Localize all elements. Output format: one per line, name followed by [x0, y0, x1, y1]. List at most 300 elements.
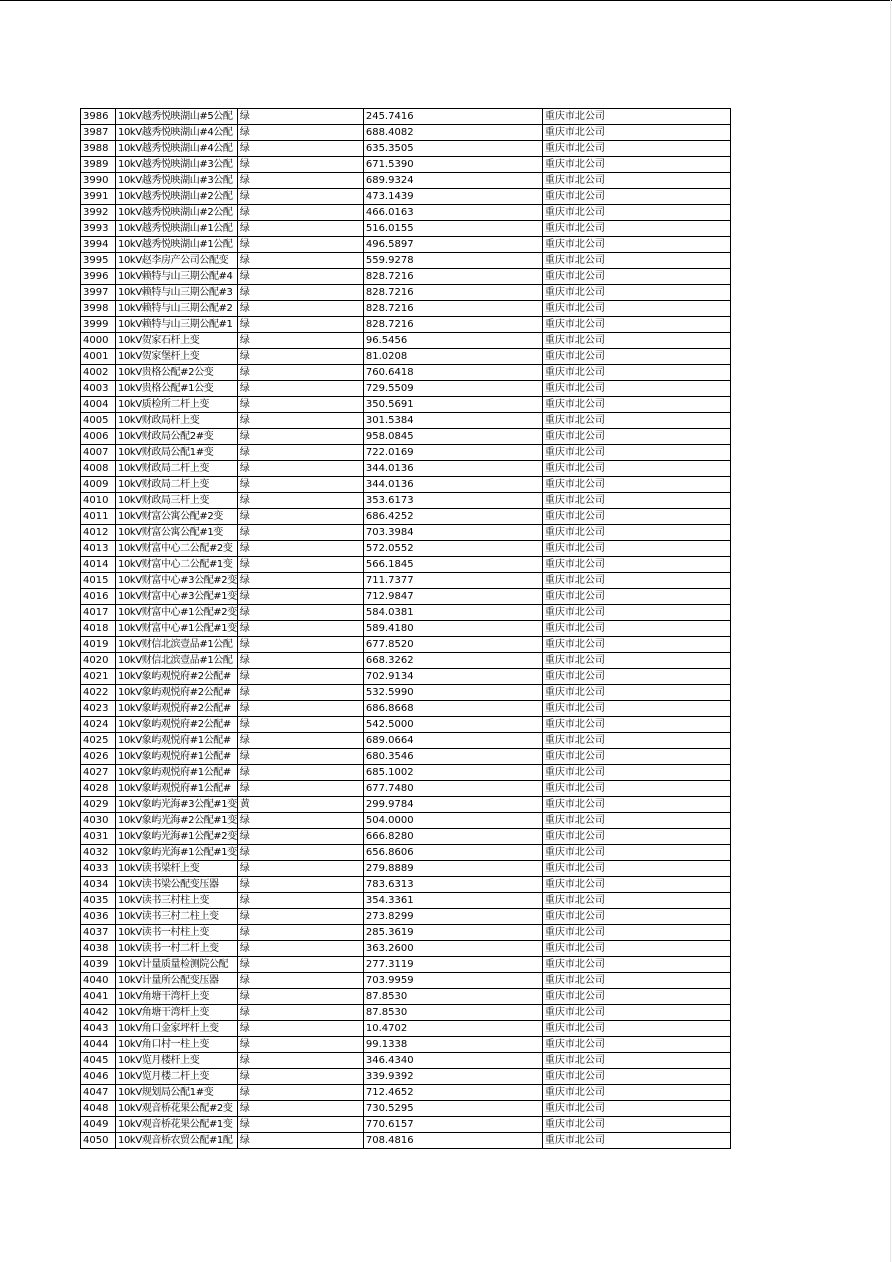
status-cell: 绿 — [237, 749, 363, 765]
value-cell: 760.6418 — [363, 365, 542, 381]
row-id-cell: 4004 — [81, 397, 116, 413]
transformer-name-cell: 10kV越秀悦映湖山#1公配 — [116, 237, 238, 253]
transformer-name-cell: 10kV贵格公配#2公变 — [116, 365, 238, 381]
table-row — [81, 893, 731, 909]
value-cell: 279.8889 — [363, 861, 542, 877]
transformer-name-cell: 10kV角口村一柱上变 — [116, 1037, 238, 1053]
row-id-cell: 4049 — [81, 1117, 116, 1133]
table-row — [81, 157, 731, 173]
table-row — [81, 669, 731, 685]
company-cell: 重庆市北公司 — [542, 301, 730, 317]
status-cell: 绿 — [237, 1101, 363, 1117]
row-id-cell: 4027 — [81, 765, 116, 781]
transformer-name-cell: 10kV财富中心#1公配#2变 — [116, 605, 238, 621]
table-row — [81, 445, 731, 461]
value-cell: 245.7416 — [363, 109, 542, 125]
table-row — [81, 349, 731, 365]
table-row — [81, 285, 731, 301]
row-id-cell: 3990 — [81, 173, 116, 189]
company-cell: 重庆市北公司 — [542, 1053, 730, 1069]
status-cell: 绿 — [237, 157, 363, 173]
transformer-name-cell: 10kV越秀悦映湖山#2公配 — [116, 189, 238, 205]
table-row — [81, 205, 731, 221]
table-row — [81, 845, 731, 861]
table-row — [81, 589, 731, 605]
value-cell: 87.8530 — [363, 989, 542, 1005]
status-cell: 绿 — [237, 109, 363, 125]
table-row — [81, 477, 731, 493]
transformer-name-cell: 10kV越秀悦映湖山#1公配 — [116, 221, 238, 237]
status-cell: 绿 — [237, 845, 363, 861]
status-cell: 绿 — [237, 381, 363, 397]
status-cell: 绿 — [237, 301, 363, 317]
company-cell: 重庆市北公司 — [542, 1021, 730, 1037]
status-cell: 绿 — [237, 1021, 363, 1037]
company-cell: 重庆市北公司 — [542, 669, 730, 685]
company-cell: 重庆市北公司 — [542, 189, 730, 205]
status-cell: 绿 — [237, 733, 363, 749]
table-row — [81, 317, 731, 333]
company-cell: 重庆市北公司 — [542, 1117, 730, 1133]
transformer-name-cell: 10kV读书梁公配变压器 — [116, 877, 238, 893]
company-cell: 重庆市北公司 — [542, 653, 730, 669]
row-id-cell: 4033 — [81, 861, 116, 877]
table-row — [81, 1021, 731, 1037]
company-cell: 重庆市北公司 — [542, 221, 730, 237]
value-cell: 504.0000 — [363, 813, 542, 829]
row-id-cell: 4032 — [81, 845, 116, 861]
status-cell: 绿 — [237, 861, 363, 877]
value-cell: 685.1002 — [363, 765, 542, 781]
company-cell: 重庆市北公司 — [542, 381, 730, 397]
company-cell: 重庆市北公司 — [542, 893, 730, 909]
company-cell: 重庆市北公司 — [542, 397, 730, 413]
row-id-cell: 4007 — [81, 445, 116, 461]
table-row — [81, 509, 731, 525]
row-id-cell: 4024 — [81, 717, 116, 733]
status-cell: 绿 — [237, 285, 363, 301]
value-cell: 828.7216 — [363, 317, 542, 333]
value-cell: 828.7216 — [363, 269, 542, 285]
company-cell: 重庆市北公司 — [542, 205, 730, 221]
value-cell: 559.9278 — [363, 253, 542, 269]
table-row — [81, 733, 731, 749]
status-cell: 绿 — [237, 221, 363, 237]
status-cell: 绿 — [237, 669, 363, 685]
row-id-cell: 3988 — [81, 141, 116, 157]
table-row — [81, 749, 731, 765]
table-row — [81, 605, 731, 621]
row-id-cell: 4001 — [81, 349, 116, 365]
status-cell: 绿 — [237, 1069, 363, 1085]
status-cell: 绿 — [237, 637, 363, 653]
row-id-cell: 4035 — [81, 893, 116, 909]
table-row — [81, 381, 731, 397]
transformer-name-cell: 10kV角口金家坪杆上变 — [116, 1021, 238, 1037]
table-row — [81, 1069, 731, 1085]
status-cell: 绿 — [237, 141, 363, 157]
value-cell: 688.4082 — [363, 125, 542, 141]
company-cell: 重庆市北公司 — [542, 253, 730, 269]
table-row — [81, 173, 731, 189]
value-cell: 671.5390 — [363, 157, 542, 173]
transformer-name-cell: 10kV象屿光海#1公配#1变 — [116, 845, 238, 861]
row-id-cell: 4006 — [81, 429, 116, 445]
value-cell: 363.2600 — [363, 941, 542, 957]
status-cell: 绿 — [237, 573, 363, 589]
transformer-name-cell: 10kV规划局公配1#变 — [116, 1085, 238, 1101]
transformer-name-cell: 10kV越秀悦映湖山#2公配 — [116, 205, 238, 221]
transformer-name-cell: 10kV财政局杆上变 — [116, 413, 238, 429]
status-cell: 绿 — [237, 237, 363, 253]
status-cell: 绿 — [237, 205, 363, 221]
status-cell: 绿 — [237, 941, 363, 957]
transformer-name-cell: 10kV财信北滨壹品#1公配 — [116, 653, 238, 669]
company-cell: 重庆市北公司 — [542, 765, 730, 781]
status-cell: 绿 — [237, 333, 363, 349]
value-cell: 572.0552 — [363, 541, 542, 557]
transformer-name-cell: 10kV读书一村柱上变 — [116, 925, 238, 941]
value-cell: 712.4652 — [363, 1085, 542, 1101]
value-cell: 677.8520 — [363, 637, 542, 653]
status-cell: 绿 — [237, 509, 363, 525]
row-id-cell: 4008 — [81, 461, 116, 477]
status-cell: 绿 — [237, 605, 363, 621]
table-row — [81, 813, 731, 829]
company-cell: 重庆市北公司 — [542, 845, 730, 861]
value-cell: 99.1338 — [363, 1037, 542, 1053]
status-cell: 绿 — [237, 701, 363, 717]
value-cell: 677.7480 — [363, 781, 542, 797]
table-row — [81, 1133, 731, 1149]
status-cell: 绿 — [237, 893, 363, 909]
status-cell: 绿 — [237, 973, 363, 989]
value-cell: 702.9134 — [363, 669, 542, 685]
value-cell: 532.5990 — [363, 685, 542, 701]
table-row — [81, 573, 731, 589]
row-id-cell: 4013 — [81, 541, 116, 557]
transformer-name-cell: 10kV财富公寓公配#1变 — [116, 525, 238, 541]
company-cell: 重庆市北公司 — [542, 237, 730, 253]
table-row — [81, 925, 731, 941]
table-row — [81, 301, 731, 317]
company-cell: 重庆市北公司 — [542, 813, 730, 829]
table-row — [81, 653, 731, 669]
table-row — [81, 989, 731, 1005]
transformer-name-cell: 10kV计量质量检测院公配 — [116, 957, 238, 973]
transformer-name-cell: 10kV财政局二杆上变 — [116, 461, 238, 477]
transformer-name-cell: 10kV贵格公配#1公变 — [116, 381, 238, 397]
table-row — [81, 877, 731, 893]
status-cell: 绿 — [237, 781, 363, 797]
row-id-cell: 4046 — [81, 1069, 116, 1085]
row-id-cell: 3986 — [81, 109, 116, 125]
transformer-name-cell: 10kV财富中心二公配#1变 — [116, 557, 238, 573]
row-id-cell: 4022 — [81, 685, 116, 701]
row-id-cell: 3991 — [81, 189, 116, 205]
row-id-cell: 4034 — [81, 877, 116, 893]
transformer-name-cell: 10kV质检所二杆上变 — [116, 397, 238, 413]
company-cell: 重庆市北公司 — [542, 989, 730, 1005]
transformer-name-cell: 10kV览月楼二杆上变 — [116, 1069, 238, 1085]
row-id-cell: 4048 — [81, 1101, 116, 1117]
transformer-name-cell: 10kV财政局三杆上变 — [116, 493, 238, 509]
company-cell: 重庆市北公司 — [542, 157, 730, 173]
table-row — [81, 333, 731, 349]
status-cell: 绿 — [237, 829, 363, 845]
transformer-name-cell: 10kV观音桥农贸公配#1配 — [116, 1133, 238, 1149]
transformer-name-cell: 10kV角塘干湾杆上变 — [116, 989, 238, 1005]
row-id-cell: 4030 — [81, 813, 116, 829]
status-cell: 绿 — [237, 989, 363, 1005]
status-cell: 绿 — [237, 189, 363, 205]
transformer-name-cell: 10kV读书三村二柱上变 — [116, 909, 238, 925]
table-row — [81, 621, 731, 637]
transformer-name-cell: 10kV贺家堡杆上变 — [116, 349, 238, 365]
status-cell: 绿 — [237, 653, 363, 669]
transformer-name-cell: 10kV象屿观悦府#2公配# — [116, 669, 238, 685]
table-row — [81, 237, 731, 253]
status-cell: 绿 — [237, 877, 363, 893]
table-row — [81, 413, 731, 429]
company-cell: 重庆市北公司 — [542, 733, 730, 749]
value-cell: 566.1845 — [363, 557, 542, 573]
status-cell: 绿 — [237, 125, 363, 141]
value-cell: 666.8280 — [363, 829, 542, 845]
value-cell: 711.7377 — [363, 573, 542, 589]
value-cell: 689.9324 — [363, 173, 542, 189]
table-row — [81, 701, 731, 717]
value-cell: 339.9392 — [363, 1069, 542, 1085]
table-row — [81, 797, 731, 813]
row-id-cell: 4009 — [81, 477, 116, 493]
company-cell: 重庆市北公司 — [542, 957, 730, 973]
company-cell: 重庆市北公司 — [542, 365, 730, 381]
table-row — [81, 541, 731, 557]
row-id-cell: 3998 — [81, 301, 116, 317]
value-cell: 353.6173 — [363, 493, 542, 509]
row-id-cell: 4044 — [81, 1037, 116, 1053]
value-cell: 703.3984 — [363, 525, 542, 541]
transformer-name-cell: 10kV财富中心#3公配#1变 — [116, 589, 238, 605]
company-cell: 重庆市北公司 — [542, 1037, 730, 1053]
company-cell: 重庆市北公司 — [542, 781, 730, 797]
status-cell: 绿 — [237, 541, 363, 557]
transformer-name-cell: 10kV财政局公配2#变 — [116, 429, 238, 445]
transformer-name-cell: 10kV读书三村柱上变 — [116, 893, 238, 909]
transformer-name-cell: 10kV越秀悦映湖山#4公配 — [116, 141, 238, 157]
company-cell: 重庆市北公司 — [542, 493, 730, 509]
value-cell: 708.4816 — [363, 1133, 542, 1149]
company-cell: 重庆市北公司 — [542, 861, 730, 877]
company-cell: 重庆市北公司 — [542, 429, 730, 445]
company-cell: 重庆市北公司 — [542, 173, 730, 189]
row-id-cell: 4037 — [81, 925, 116, 941]
transformer-name-cell: 10kV象屿光海#1公配#2变 — [116, 829, 238, 845]
value-cell: 783.6313 — [363, 877, 542, 893]
transformer-name-cell: 10kV象屿观悦府#1公配# — [116, 749, 238, 765]
value-cell: 686.4252 — [363, 509, 542, 525]
row-id-cell: 4038 — [81, 941, 116, 957]
company-cell: 重庆市北公司 — [542, 621, 730, 637]
table-row — [81, 765, 731, 781]
row-id-cell: 3989 — [81, 157, 116, 173]
transformer-name-cell: 10kV越秀悦映湖山#3公配 — [116, 157, 238, 173]
row-id-cell: 4021 — [81, 669, 116, 685]
status-cell: 绿 — [237, 1037, 363, 1053]
company-cell: 重庆市北公司 — [542, 589, 730, 605]
transformer-name-cell: 10kV观音桥花果公配#2变 — [116, 1101, 238, 1117]
company-cell: 重庆市北公司 — [542, 125, 730, 141]
company-cell: 重庆市北公司 — [542, 269, 730, 285]
status-cell: 绿 — [237, 269, 363, 285]
table-row — [81, 429, 731, 445]
table-body — [81, 109, 731, 1149]
status-cell: 绿 — [237, 685, 363, 701]
value-cell: 584.0381 — [363, 605, 542, 621]
table-row — [81, 1005, 731, 1021]
top-border — [0, 0, 892, 1]
row-id-cell: 4039 — [81, 957, 116, 973]
transformer-name-cell: 10kV象屿观悦府#2公配# — [116, 717, 238, 733]
company-cell: 重庆市北公司 — [542, 413, 730, 429]
value-cell: 277.3119 — [363, 957, 542, 973]
company-cell: 重庆市北公司 — [542, 941, 730, 957]
status-cell: 绿 — [237, 957, 363, 973]
row-id-cell: 4016 — [81, 589, 116, 605]
company-cell: 重庆市北公司 — [542, 1069, 730, 1085]
row-id-cell: 3987 — [81, 125, 116, 141]
status-cell: 绿 — [237, 1117, 363, 1133]
row-id-cell: 4018 — [81, 621, 116, 637]
value-cell: 828.7216 — [363, 285, 542, 301]
transformer-name-cell: 10kV览月楼杆上变 — [116, 1053, 238, 1069]
status-cell: 绿 — [237, 813, 363, 829]
row-id-cell: 4000 — [81, 333, 116, 349]
status-cell: 绿 — [237, 717, 363, 733]
status-cell: 绿 — [237, 1005, 363, 1021]
table-row — [81, 829, 731, 845]
row-id-cell: 4029 — [81, 797, 116, 813]
table-row — [81, 493, 731, 509]
row-id-cell: 3997 — [81, 285, 116, 301]
company-cell: 重庆市北公司 — [542, 637, 730, 653]
data-table — [80, 108, 731, 1149]
row-id-cell: 4017 — [81, 605, 116, 621]
value-cell: 350.5691 — [363, 397, 542, 413]
row-id-cell: 4014 — [81, 557, 116, 573]
row-id-cell: 4031 — [81, 829, 116, 845]
status-cell: 绿 — [237, 173, 363, 189]
table-row — [81, 781, 731, 797]
status-cell: 黄 — [237, 797, 363, 813]
row-id-cell: 3999 — [81, 317, 116, 333]
value-cell: 656.8606 — [363, 845, 542, 861]
transformer-name-cell: 10kV财富中心二公配#2变 — [116, 541, 238, 557]
value-cell: 10.4702 — [363, 1021, 542, 1037]
table-row — [81, 717, 731, 733]
company-cell: 重庆市北公司 — [542, 909, 730, 925]
status-cell: 绿 — [237, 765, 363, 781]
company-cell: 重庆市北公司 — [542, 685, 730, 701]
value-cell: 712.9847 — [363, 589, 542, 605]
table-row — [81, 637, 731, 653]
row-id-cell: 4015 — [81, 573, 116, 589]
value-cell: 87.8530 — [363, 1005, 542, 1021]
table-row — [81, 125, 731, 141]
value-cell: 730.5295 — [363, 1101, 542, 1117]
transformer-name-cell: 10kV象屿观悦府#1公配# — [116, 733, 238, 749]
company-cell: 重庆市北公司 — [542, 605, 730, 621]
value-cell: 285.3619 — [363, 925, 542, 941]
value-cell: 828.7216 — [363, 301, 542, 317]
status-cell: 绿 — [237, 397, 363, 413]
transformer-name-cell: 10kV读书梁杆上变 — [116, 861, 238, 877]
transformer-name-cell: 10kV越秀悦映湖山#5公配 — [116, 109, 238, 125]
row-id-cell: 4041 — [81, 989, 116, 1005]
row-id-cell: 4012 — [81, 525, 116, 541]
transformer-name-cell: 10kV象屿光海#2公配#1变 — [116, 813, 238, 829]
transformer-name-cell: 10kV象屿观悦府#1公配# — [116, 781, 238, 797]
company-cell: 重庆市北公司 — [542, 829, 730, 845]
value-cell: 81.0208 — [363, 349, 542, 365]
value-cell: 722.0169 — [363, 445, 542, 461]
value-cell: 770.6157 — [363, 1117, 542, 1133]
status-cell: 绿 — [237, 1053, 363, 1069]
transformer-name-cell: 10kV财政局公配1#变 — [116, 445, 238, 461]
row-id-cell: 4047 — [81, 1085, 116, 1101]
company-cell: 重庆市北公司 — [542, 477, 730, 493]
value-cell: 473.1439 — [363, 189, 542, 205]
transformer-name-cell: 10kV贺家石杆上变 — [116, 333, 238, 349]
table-row — [81, 557, 731, 573]
value-cell: 589.4180 — [363, 621, 542, 637]
company-cell: 重庆市北公司 — [542, 925, 730, 941]
transformer-name-cell: 10kV角塘干湾杆上变 — [116, 1005, 238, 1021]
value-cell: 301.5384 — [363, 413, 542, 429]
status-cell: 绿 — [237, 493, 363, 509]
row-id-cell: 4050 — [81, 1133, 116, 1149]
row-id-cell: 4010 — [81, 493, 116, 509]
company-cell: 重庆市北公司 — [542, 509, 730, 525]
row-id-cell: 3994 — [81, 237, 116, 253]
table-row — [81, 253, 731, 269]
row-id-cell: 4043 — [81, 1021, 116, 1037]
table-row — [81, 269, 731, 285]
value-cell: 686.8668 — [363, 701, 542, 717]
row-id-cell: 4040 — [81, 973, 116, 989]
row-id-cell: 4020 — [81, 653, 116, 669]
status-cell: 绿 — [237, 477, 363, 493]
company-cell: 重庆市北公司 — [542, 349, 730, 365]
status-cell: 绿 — [237, 925, 363, 941]
table-row — [81, 909, 731, 925]
value-cell: 299.9784 — [363, 797, 542, 813]
status-cell: 绿 — [237, 621, 363, 637]
status-cell: 绿 — [237, 429, 363, 445]
row-id-cell: 4019 — [81, 637, 116, 653]
company-cell: 重庆市北公司 — [542, 541, 730, 557]
row-id-cell: 4025 — [81, 733, 116, 749]
company-cell: 重庆市北公司 — [542, 141, 730, 157]
company-cell: 重庆市北公司 — [542, 525, 730, 541]
row-id-cell: 4028 — [81, 781, 116, 797]
company-cell: 重庆市北公司 — [542, 461, 730, 477]
table-row — [81, 1053, 731, 1069]
status-cell: 绿 — [237, 445, 363, 461]
table-row — [81, 957, 731, 973]
company-cell: 重庆市北公司 — [542, 333, 730, 349]
